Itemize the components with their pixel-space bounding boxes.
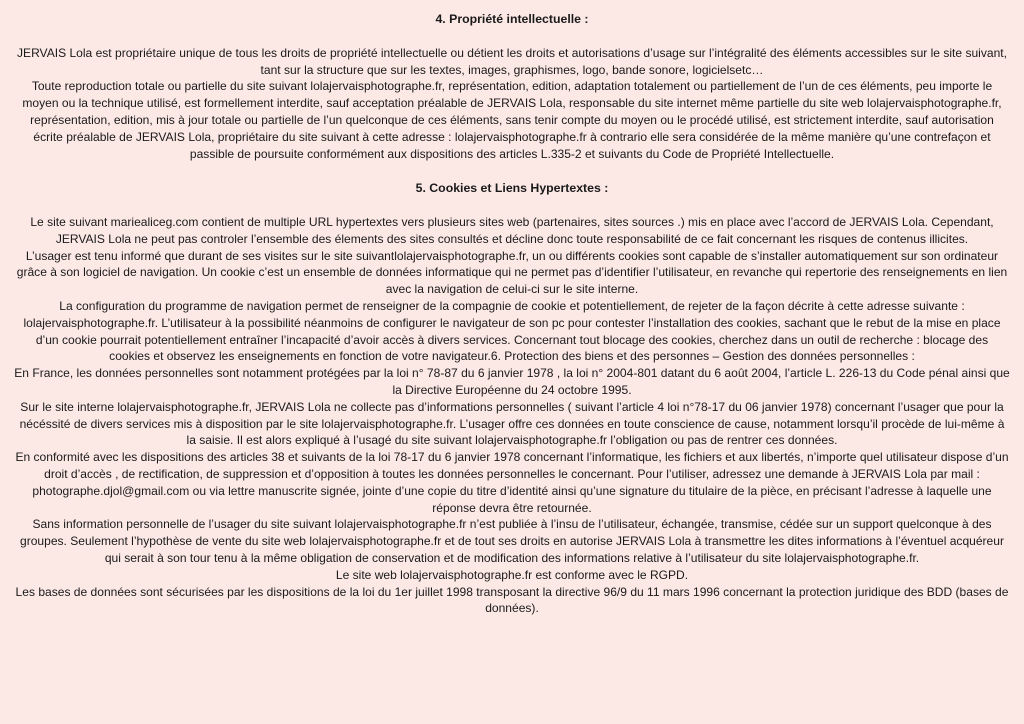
spacer [14, 28, 1010, 45]
section-5-paragraph: En conformité avec les dispositions des articles 38 et suivants de la loi 78-17 du 6 janvier 1978 concernant l’informatique, les fichiers et aux libertés, n’importe quel utilisateur dispose d’un droit d’accès , de rectification, de suppression et d’opposition à toutes les données personnelles le concernant. Pour l’utiliser, adressez une demande à JERVAIS Lola par mail : photographe.djol@gmail.com ou via lettre manuscrite signée, jointe d’une copie du titre d’identité ainsi qu’une signature du titulaire de la pièce, en précisant l’adresse à laquelle une réponse devra être retournée. [15, 450, 1009, 515]
section-5-paragraph: Les bases de données sont sécurisées par les dispositions de la loi du 1er juillet 1998 transposant la directive 96/9 du 11 mars 1996 concernant la protection juridique des BDD (bases de données). [15, 584, 1009, 616]
section-5-paragraph: Sur le site interne lolajervaisphotographe.fr, JERVAIS Lola ne collecte pas d’informations personnelles ( suivant l’article 4 loi n°78-17 du 06 janvier 1978) concernant l’usager que pour la nécéssité de divers services mis à disposition par le site lolajervaisphotographe.fr. L’usager offre ces données en toute conscience de cause, notamment lorsqu’il procède de lui-même à la saisie. Il est alors expliqué à l’usagé du site suivant lolajervaisphotographe.fr l’obligation ou pas de rentrer ces données. [19, 399, 1005, 448]
spacer [14, 197, 1010, 214]
section-4-paragraph: JERVAIS Lola est propriétaire unique de tous les droits de propriété intellectuelle ou détient les droits et autorisations d’usage sur l’intégralité des éléments accessibles sur le site suivant, tant sur la structure que sur les textes, images, graphismes, logo, bande sonore, logicielsetc… [17, 45, 1007, 77]
section-4-heading: 4. Propriété intellectuelle : [435, 12, 589, 26]
section-5-paragraph: L’usager est tenu informé que durant de ses visites sur le site suivantlolajervaisphotographe.fr, un ou différents cookies sont capable de s’installer automatiquement sur son ordinateur grâce à son logiciel de navigation. Un cookie c’est un ensemble de données informatique qui ne permet pas d’identifier l’utilisateur, en revanche qui repertorie des renseignements en lien avec la navigation de celui-ci sur le site interne. [16, 248, 1008, 297]
section-5-paragraph: La configuration du programme de navigation permet de renseigner de la compagnie de cookie et potentiellement, de rejeter de la façon décrite à cette adresse suivante : lolajervaisphotographe.fr. L’utilisateur à la possibilité néanmoins de configurer le navigateur de son pc pour contester l’installation des cookies, sachant que le rebut de la mise en place d’un cookie pourrait potentiellement entraîner l’incapacité d’avoir accès à divers services. Concernant tout blocage des cookies, cherchez dans un outil de recherche : blocage des cookies et observez les enseignements en fonction de votre navigateur.6. Protection des biens et des personnes – Gestion des données personnelles : [23, 298, 1001, 364]
section-5-paragraph: Le site web lolajervaisphotographe.fr est conforme avec le RGPD. [335, 567, 689, 582]
section-5-paragraph: En France, les données personnelles sont notamment protégées par la loi n° 78-87 du 6 janvier 1978 , la loi n° 2004-801 datant du 6 août 2004, l’article L. 226-13 du Code pénal ainsi que la Directive Européenne du 24 octobre 1995. [14, 366, 1010, 397]
section-5-heading: 5. Cookies et Liens Hypertextes : [415, 181, 609, 196]
section-5-paragraph: Sans information personnelle de l’usager du site suivant lolajervaisphotographe.fr n’est publiée à l’insu de l’utilisateur, échangée, transmise, cédée sur un support quelconque à des groupes. Seulement l’hypothèse de vente du site web lolajervaisphotographe.fr et de tout ses droits en autorise JERVAIS Lola à transmettre les dites informations à l’éventuel acquéreur qui serait à son tour tenu à la même obligation de conservation et de modification des informations relative à l’utilisateur du site lolajervaisphotographe.fr. [20, 517, 1004, 565]
spacer [14, 162, 1010, 179]
section-4-paragraph: Toute reproduction totale ou partielle du site suivant lolajervaisphotographe.fr, représentation, edition, adaptation totalement ou partiellement de l’un de ces éléments, peu importe le moyen ou la technique utilisé, est formellement interdite, sauf acceptation préalable de JERVAIS Lola, responsable du site internet même partielle du site web lolajervaisphotographe.fr, représentation, edition, mis à jour totale ou partielle de l’un quelconque de ces éléments, sans tenir compte du moyen ou le procédé utilisé, est strictement interdite, sauf autorisation écrite préalable de JERVAIS Lola, propriétaire du site suivant à cette adresse : lolajervaisphotographe.fr à contrario elle sera considérée de la même manière qu’une contrefaçon et passible de poursuite conformément aux dispositions des articles L.335-2 et suivants du Code de Propriété Intellectuelle. [22, 79, 1002, 161]
section-5-paragraph: Le site suivant mariealiceg.com contient de multiple URL hypertextes vers plusieurs sites web (partenaires, sites sources .) mis en place avec l’accord de JERVAIS Lola. Cependant, JERVAIS Lola ne peut pas controler l’ensemble des élements des sites consultés et décline donc toute responsabilité de ce fait concernant les risques de contenus illicites. [30, 214, 994, 246]
